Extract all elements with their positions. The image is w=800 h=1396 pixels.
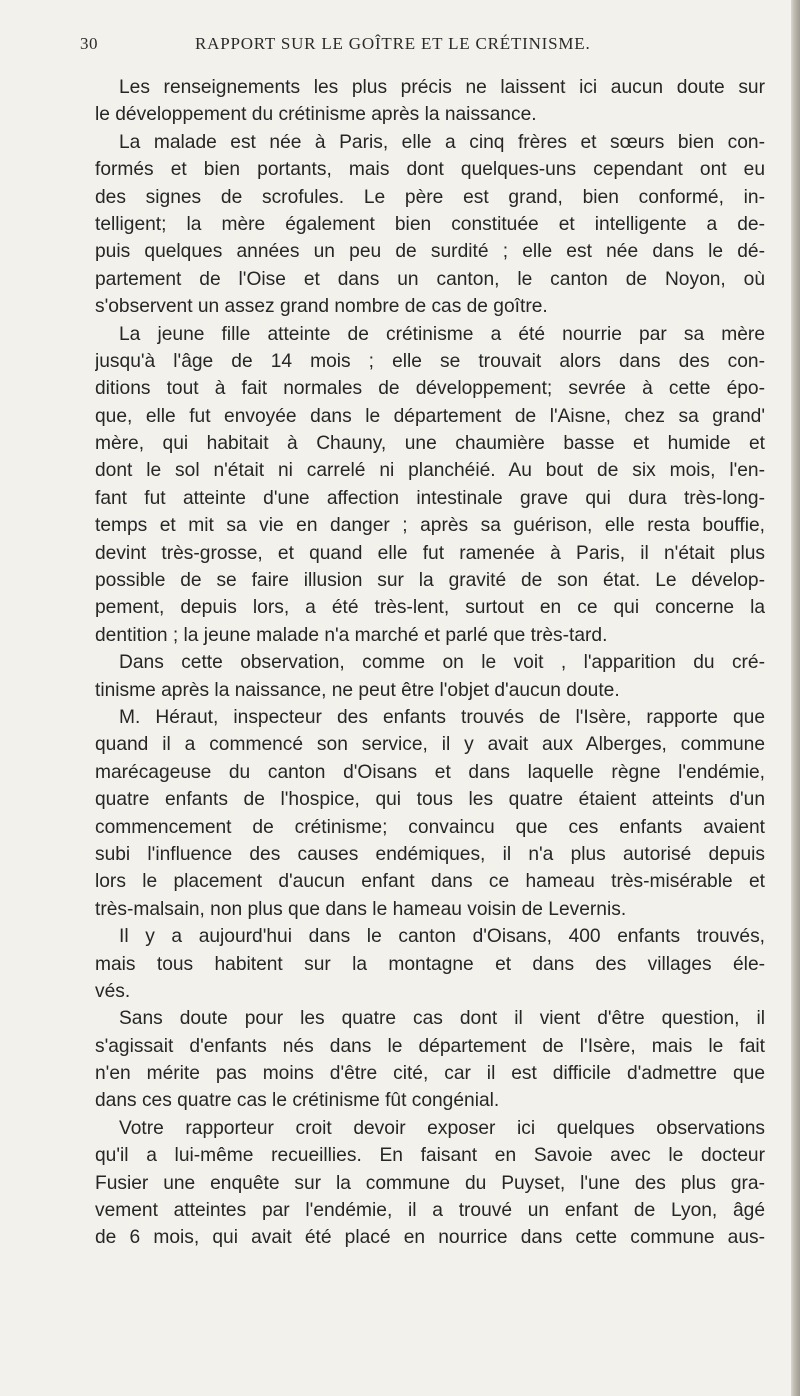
text-line: quand il a commencé son service, il y avait aux Alberges, commune (95, 734, 765, 756)
text-line: telligent; la mère également bien constituée et intelligente a de- (95, 213, 765, 235)
text-line: vés. (95, 980, 131, 1002)
text-line: s'observent un assez grand nombre de cas de goître. (95, 296, 548, 318)
text-line: dentition ; la jeune malade n'a marché et parlé que très-tard. (95, 624, 608, 646)
text-line: jusqu'à l'âge de 14 mois ; elle se trouvait alors dans des con- (95, 350, 765, 372)
text-line: Votre rapporteur croit devoir exposer ici quelques observations (119, 1117, 765, 1139)
text-line: La jeune fille atteinte de crétinisme a été nourrie par sa mère (119, 323, 765, 345)
text-line: puis quelques années un peu de surdité ; elle est née dans le dé- (95, 241, 765, 263)
text-line: Les renseignements les plus précis ne laissent ici aucun doute sur (119, 77, 765, 98)
text-line: Dans cette observation, comme on le voit , l'apparition du cré- (119, 652, 765, 674)
page-header (80, 34, 720, 60)
text-line: temps et mit sa vie en danger ; après sa guérison, elle resta bouffie, (95, 515, 765, 537)
text-line: Sans doute pour les quatre cas dont il vient d'être question, il (119, 1008, 765, 1030)
text-line: de 6 mois, qui avait été placé en nourrice dans cette commune aus- (95, 1227, 765, 1249)
text-line: Il y a aujourd'hui dans le canton d'Oisans, 400 enfants trouvés, (119, 926, 765, 948)
text-line: le développement du crétinisme après la naissance. (95, 104, 537, 126)
text-line: pement, depuis lors, a été très-lent, surtout en ce qui concerne la (95, 597, 765, 619)
text-line: dans ces quatre cas le crétinisme fût congénial. (95, 1090, 500, 1112)
text-line: qu'il a lui-même recueillies. En faisant en Savoie avec le docteur (95, 1145, 765, 1167)
text-line: dont le sol n'était ni carrelé ni planchéié. Au bout de six mois, l'en- (95, 460, 765, 482)
text-line: subi l'influence des causes endémiques, il n'a plus autorisé depuis (95, 843, 765, 865)
text-line: tinisme après la naissance, ne peut être l'objet d'aucun doute. (95, 679, 620, 701)
text-line: M. Héraut, inspecteur des enfants trouvés de l'Isère, rapporte que (119, 706, 765, 728)
text-line: s'agissait d'enfants nés dans le département de l'Isère, mais le fait (95, 1035, 765, 1057)
text-line: devint très-grosse, et quand elle fut ramenée à Paris, il n'était plus (95, 542, 765, 564)
body-text (95, 74, 765, 1252)
page-edge (791, 0, 800, 1396)
text-line: lors le placement d'aucun enfant dans ce hameau très-misérable et (95, 871, 765, 893)
text-line: vement atteintes par l'endémie, il a trouvé un enfant de Lyon, âgé (95, 1200, 765, 1222)
text-line: possible de se faire illusion sur la gravité de son état. Le dévelop- (95, 570, 765, 592)
text-line: ditions tout à fait normales de développement; sevrée à cette épo- (95, 378, 765, 400)
text-line: marécageuse du canton d'Oisans et dans laquelle règne l'endémie, (95, 761, 765, 783)
page-number: 30 (80, 34, 98, 53)
running-title: RAPPORT SUR LE GOÎTRE ET LE CRÉTINISME. (195, 34, 591, 53)
text-line: Fusier une enquête sur la commune du Puyset, l'une des plus gra- (95, 1172, 765, 1194)
text-line: mais tous habitent sur la montagne et dans des villages éle- (95, 953, 765, 975)
text-line: fant fut atteinte d'une affection intestinale grave qui dura très-long- (95, 487, 765, 509)
text-line: que, elle fut envoyée dans le département de l'Aisne, chez sa grand' (95, 405, 765, 427)
text-line: n'en mérite pas moins d'être cité, car il est difficile d'admettre que (95, 1063, 765, 1085)
text-line: très-malsain, non plus que dans le hameau voisin de Levernis. (95, 898, 627, 920)
text-line: des signes de scrofules. Le père est grand, bien conformé, in- (95, 186, 765, 208)
text-line: partement de l'Oise et dans un canton, le canton de Noyon, où (95, 268, 765, 290)
text-line: formés et bien portants, mais dont quelques-uns cependant ont eu (95, 159, 765, 181)
text-line: La malade est née à Paris, elle a cinq frères et sœurs bien con- (119, 131, 765, 153)
text-line: commencement de crétinisme; convaincu que ces enfants avaient (95, 816, 765, 838)
text-line: quatre enfants de l'hospice, qui tous les quatre étaient atteints d'un (95, 789, 765, 811)
text-line: mère, qui habitait à Chauny, une chaumière basse et humide et (95, 433, 765, 455)
